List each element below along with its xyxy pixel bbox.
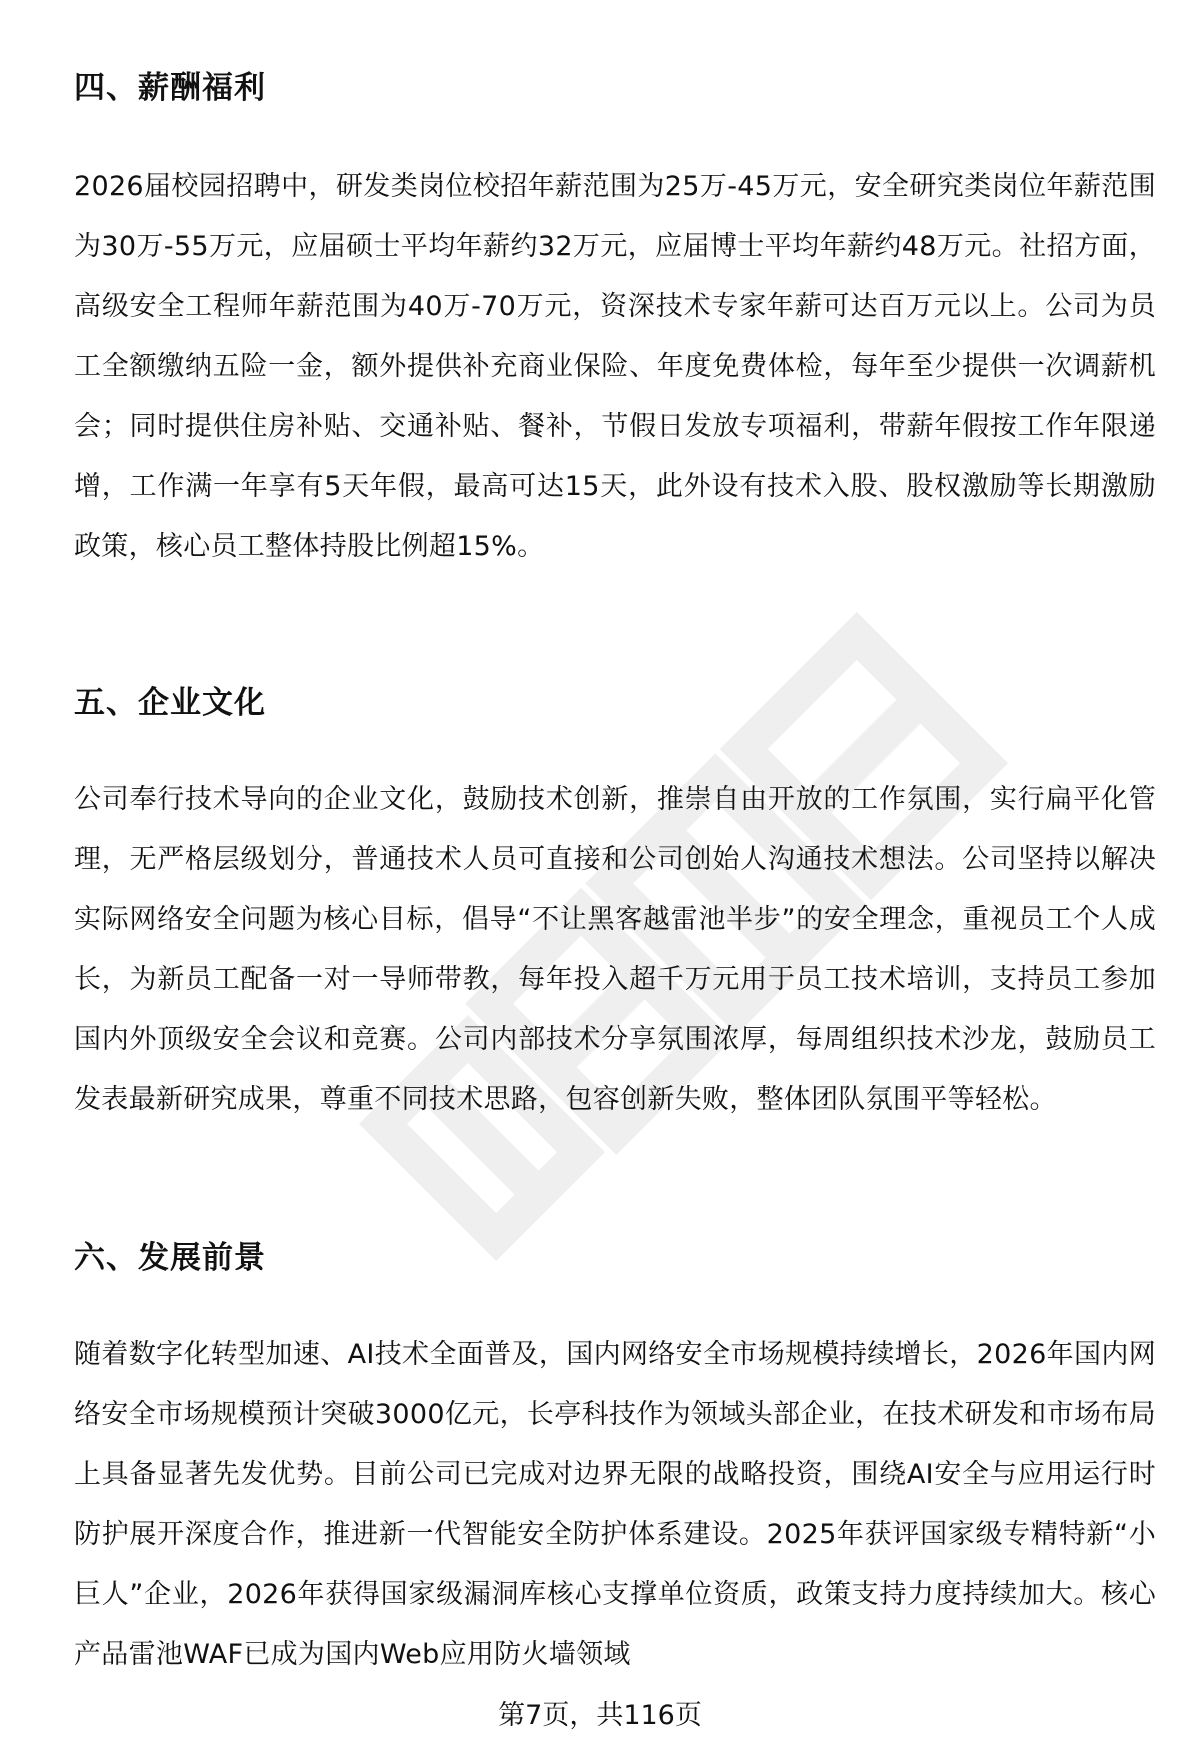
paragraph-salary: 2026届校园招聘中，研发类岗位校招年薪范围为25万-45万元，安全研究类岗位年薪范围为30万-55万元，应届硕士平均年薪约32万元，应届博士平均年薪约48万元。社招方面，高级安全工程师年薪范围为40万-70万元，资深技术专家年薪可达百万元以上。公司为员工全额缴纳五险一金，额外提供补充商业保险、年度免费体检，每年至少提供一次调薪机会；同时提供住房补贴、交通补贴、餐补，节假日发放专项福利，带薪年假按工作年限递增，工作满一年享有5天年假，最高可达15天，此外设有技术入股、股权激励等长期激励政策，核心员工整体持股比例超15%。 [74,171,1156,562]
page-number-footer: 第7页，共116页 [498,1700,702,1731]
section-heading-salary: 四、薪酬福利 [74,70,266,106]
section-heading-culture: 五、企业文化 [74,685,266,721]
paragraph-culture: 公司奉行技术导向的企业文化，鼓励技术创新，推崇自由开放的工作氛围，实行扁平化管理，无严格层级划分，普通技术人员可直接和公司创始人沟通技术想法。公司坚持以解决实际网络安全问题为核心目标，倡导“不让黑客越雷池半步”的安全理念，重视员工个人成长，为新员工配备一对一导师带教，每年投入超千万元用于员工技术培训，支持员工参加国内外顶级安全会议和竞赛。公司内部技术分享氛围浓厚，每周组织技术沙龙，鼓励员工发表最新研究成果，尊重不同技术思路，包容创新失败，整体团队氛围平等轻松。 [74,784,1156,1115]
paragraph-prospects: 随着数字化转型加速、AI技术全面普及，国内网络安全市场规模持续增长，2026年国内网络安全市场规模预计突破3000亿元，长亭科技作为领域头部企业，在技术研发和市场布局上具备显著先发优势。目前公司已完成对边界无限的战略投资，围绕AI安全与应用运行时防护展开深度合作，推进新一代智能安全防护体系建设。2025年获评国家级专精特新“小巨人”企业，2026年获得国家级漏洞库核心支撑单位资质，政策支持力度持续加大。核心产品雷池WAF已成为国内Web应用防火墙领域 [74,1339,1156,1670]
section-heading-prospects: 六、发展前景 [74,1240,266,1276]
